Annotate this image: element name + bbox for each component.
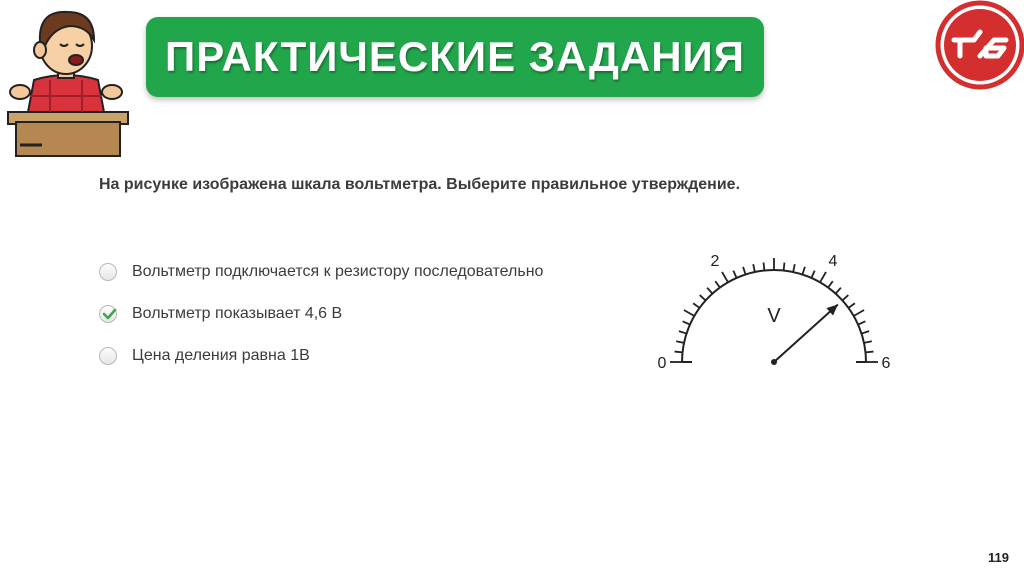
scale-tick	[784, 263, 785, 271]
scale-label: 4	[828, 252, 838, 270]
scale-tick	[679, 331, 687, 333]
option-2[interactable]	[99, 300, 543, 327]
option-3[interactable]	[99, 342, 543, 369]
voltmeter-needle	[774, 304, 838, 362]
radio-button[interactable]	[99, 263, 117, 281]
scale-tick	[858, 321, 865, 324]
question-text: На рисунке изображена шкала вольтметра. Выберите правильное утверждение.	[99, 176, 741, 193]
scale-tick	[861, 331, 869, 333]
checkmark-icon	[101, 306, 117, 322]
scale-tick	[828, 281, 833, 287]
company-logo-icon	[934, 0, 1024, 90]
option-label: Вольтметр подключается к резистору последовательно	[132, 262, 544, 280]
page-title: ПРАКТИЧЕСКИЕ ЗАДАНИЯ	[165, 33, 745, 80]
scale-tick	[715, 281, 720, 287]
scale-tick	[683, 321, 690, 324]
answer-options	[99, 258, 543, 384]
scale-tick	[842, 295, 848, 300]
scale-label: 2	[710, 252, 720, 270]
scale-tick	[820, 272, 826, 282]
option-1[interactable]	[99, 258, 543, 285]
teacher-illustration	[0, 0, 135, 160]
scale-label: 6	[881, 355, 891, 372]
scale-tick	[811, 271, 814, 278]
scale-tick	[733, 271, 736, 278]
scale-tick	[753, 264, 755, 272]
scale-label: 0	[657, 355, 667, 372]
scale-tick	[793, 264, 795, 272]
voltmeter-scale	[640, 238, 910, 374]
scale-tick	[854, 310, 864, 316]
scale-tick	[700, 295, 706, 300]
radio-button[interactable]	[99, 347, 117, 365]
voltmeter-symbol: V	[767, 305, 781, 327]
scale-tick	[764, 263, 765, 271]
scale-tick	[864, 341, 872, 343]
option-label: Цена деления равна 1В	[132, 346, 310, 364]
radio-button-checked[interactable]	[99, 305, 117, 323]
scale-tick	[836, 288, 841, 294]
scale-tick	[707, 288, 712, 294]
scale-tick	[865, 352, 873, 353]
title-banner	[146, 17, 764, 97]
scale-tick	[848, 303, 854, 308]
needle-pivot	[771, 359, 777, 365]
scale-tick	[675, 352, 683, 353]
scale-tick	[676, 341, 684, 343]
scale-tick	[802, 267, 804, 275]
scale-tick	[693, 303, 699, 308]
page-number: 119	[988, 550, 1009, 565]
scale-tick	[684, 310, 694, 316]
option-label: Вольтметр показывает 4,6 В	[132, 304, 343, 322]
scale-tick	[722, 272, 728, 282]
scale-tick	[743, 267, 745, 275]
